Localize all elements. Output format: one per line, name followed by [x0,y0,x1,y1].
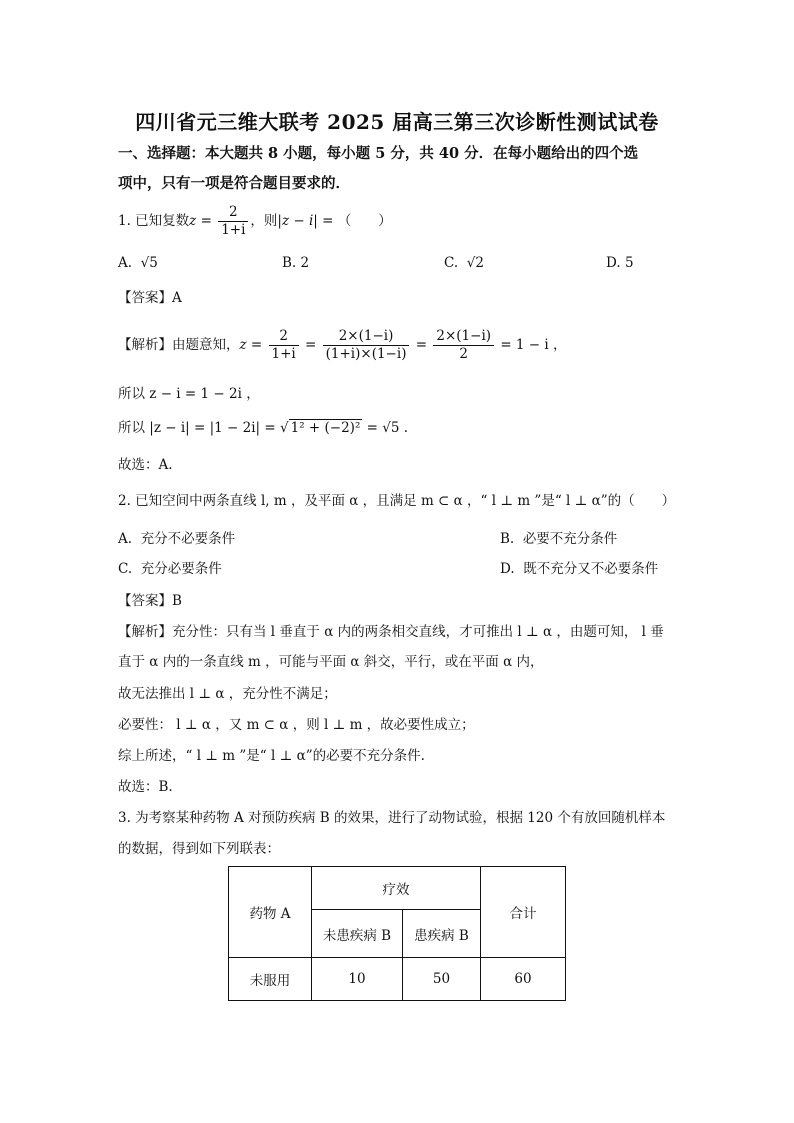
q1-analysis-step2: 所以 z − i = 1 − 2i ， [118,386,260,402]
q1-option-c-label: C. [444,255,459,271]
table-row [229,958,566,1001]
table-cell-no-disease: 10 [312,958,403,1001]
q1-step1-frac3 [433,328,494,363]
q2-analysis-line4: 必要性： l ⊥ α ，又 m ⊂ α ，则 l ⊥ m ，故必要性成立； [118,717,475,733]
q2-option-b-label: B. [500,531,515,547]
q3-stem-line1: 3. 为考察某种药物 A 对预防疾病 B 的效果，进行了动物试验，根据 120 个有放回随机样本 [118,810,666,826]
q1-option-b-value: 2 [300,255,310,271]
contingency-table [228,866,566,1001]
q2-analysis-line1: 【解析】充分性：只有当 l 垂直于 α 内的两条相交直线，才可推出 l ⊥ α ，由题可知， l 垂 [118,624,664,640]
q2-option-a [118,529,235,549]
q2-answer: 【答案】B [118,593,182,609]
q2-analysis-line3: 故无法推出 l ⊥ α ，充分性不满足； [118,686,337,702]
table-header-disease: 患疾病 B [403,910,481,958]
q1-option-b-label: B. [282,255,297,271]
q1-analysis-step1: 【解析】由题意知，z = $\frac{2}{1+i}$ = $\frac{2\times(1-i)}{(1+i)\times(1-i)}$ = $\frac{2\times(1-i)}{2}$ = 1 − i ， [118,328,567,362]
q1-step3-post: = √5 . [362,420,409,436]
q1-step3-radical [289,418,363,438]
q1-suffix: ，则 [250,213,278,229]
q1-analysis-text: 由题意知， [172,337,240,353]
q1-step1-frac3-den: 2 [459,346,468,362]
q2-option-d [500,559,658,579]
q1-option-c [444,253,484,273]
q1-option-b [282,253,309,273]
q1-step1-end: = 1 − i ， [496,337,567,353]
q1-step1-frac1-num: 2 [269,328,299,346]
q2-option-a-value: 充分不必要条件 [140,531,236,547]
q2-option-c-value: 充分必要条件 [140,561,222,577]
q1-step1-frac1-den: 1+i [271,346,296,362]
q2-analysis-line5: 综上所述，“ l ⊥ m ”是“ l ⊥ α”的必要不充分条件. [118,748,425,764]
q1-analysis-step3: 所以 |z − i| = |1 − 2i| = √ 1² + (−2)² = √5 . [118,420,409,436]
q1-stem [118,204,392,239]
q2-stem: 2. 已知空间中两条直线 l, m ，及平面 α ，且满足 m ⊂ α ，“ l ⊥ m ”是“ l ⊥ α”的（ ） [118,493,676,509]
table-header-drug: 药物 A [229,867,312,958]
q1-option-a-label: A. [118,255,133,271]
q1-analysis-label: 【解析】 [118,337,172,353]
q1-step3-pre: 所以 |z − i| = |1 − 2i| = [118,420,280,436]
q2-option-b-value: 必要不充分条件 [522,531,618,547]
q1-option-d-value: 5 [624,255,634,271]
q1-step1-frac3-num: 2×(1−i) [433,328,494,346]
q1-fraction [218,204,248,239]
q1-option-a-value: √5 [140,255,158,271]
table-header-total: 合计 [481,867,566,958]
q1-var: z [189,213,197,229]
section-heading-line1: 一、选择题：本大题共 8 小题，每小题 5 分，共 40 分．在每小题给出的四个选 [118,145,639,162]
q1-step1-frac2-den: (1+i)×(1−i) [325,346,407,362]
q1-answer: 【答案】A [118,290,182,306]
q1-choose: 故选：A. [118,457,173,473]
table-cell-disease: 50 [403,958,481,1001]
q1-abs: |z − i| [277,213,318,229]
q1-step1-frac1 [269,328,299,363]
section-heading-line2: 项中，只有一项是符合题目要求的． [118,175,350,192]
q1-option-d-label: D. [606,255,621,271]
q1-option-d [606,253,634,273]
q2-option-d-label: D. [500,561,515,577]
q1-tail: = （ ） [317,213,392,229]
q1-step3-radicand: 1² + (−2)² [290,420,361,436]
table-cell-row-label: 未服用 [229,958,312,1001]
q3-stem-line2: 的数据，得到如下列联表： [118,841,280,857]
q2-option-c [118,559,222,579]
q1-option-c-value: √2 [466,255,484,271]
q1-step1-lhs: z = [239,337,267,353]
q1-eq: = [196,213,217,229]
q2-option-c-label: C. [118,561,133,577]
q1-step1-frac2 [323,328,410,363]
q2-analysis-line2: 直于 α 内的一条直线 m ，可能与平面 α 斜交，平行，或在平面 α 内， [118,654,544,670]
q2-option-d-value: 既不充分又不必要条件 [523,561,659,577]
table-cell-total: 60 [481,958,566,1001]
q1-step1-frac2-num: 2×(1−i) [323,328,410,346]
table-header-effect: 疗效 [312,867,481,910]
q1-frac-num: 2 [218,204,248,222]
q2-option-a-label: A. [118,531,133,547]
q1-option-a [118,253,158,273]
q1-frac-den: 1+i [221,222,246,238]
table-header-no-disease: 未患疾病 B [312,910,403,958]
q1-prefix: 1. 已知复数 [118,213,190,229]
table-header-row-1 [229,867,566,910]
page-title: 四川省元三维大联考 2025 届高三第三次诊断性测试试卷 [135,110,659,134]
q2-option-b [500,529,617,549]
q2-choose: 故选：B. [118,779,173,795]
